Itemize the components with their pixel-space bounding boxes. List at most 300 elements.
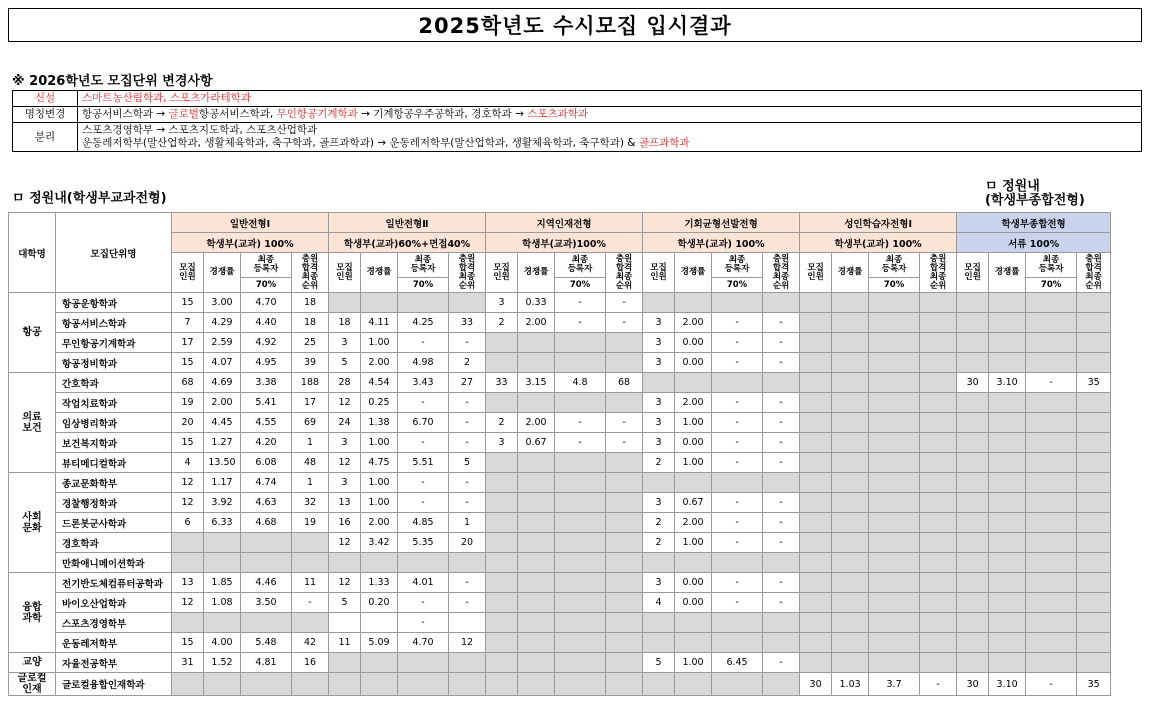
result-cell: 15 [172, 633, 204, 653]
result-cell: 4.74 [241, 473, 292, 493]
empty-cell [989, 633, 1026, 653]
dept-name: 자율전공학부 [56, 653, 172, 673]
empty-cell [1026, 393, 1077, 413]
empty-cell [606, 613, 643, 633]
empty-cell [957, 653, 989, 673]
empty-cell [486, 473, 518, 493]
result-cell: 2 [643, 453, 675, 473]
result-cell: 3 [643, 433, 675, 453]
empty-cell [869, 473, 920, 493]
empty-cell [869, 293, 920, 313]
result-cell: 4.46 [241, 573, 292, 593]
empty-cell [763, 373, 800, 393]
result-cell: - [712, 313, 763, 333]
empty-cell [920, 633, 957, 653]
empty-cell [555, 653, 606, 673]
empty-cell [989, 593, 1026, 613]
result-cell: 0.20 [361, 593, 398, 613]
empty-cell [518, 333, 555, 353]
result-cell: 17 [292, 393, 329, 413]
result-cell: - [606, 293, 643, 313]
result-cell: 5 [643, 653, 675, 673]
result-cell: 13.50 [204, 453, 241, 473]
result-cell: - [398, 493, 449, 513]
result-cell: 4.95 [241, 353, 292, 373]
result-cell: 1.00 [361, 333, 398, 353]
change-row [13, 107, 1142, 123]
result-cell: 3.7 [869, 673, 920, 696]
empty-cell [172, 553, 204, 573]
empty-cell [361, 293, 398, 313]
empty-cell [675, 473, 712, 493]
empty-cell [920, 293, 957, 313]
empty-cell [1077, 533, 1111, 553]
empty-cell [1077, 433, 1111, 453]
result-cell: 0.25 [361, 393, 398, 413]
dept-name: 바이오산업학과 [56, 593, 172, 613]
empty-cell [449, 673, 486, 696]
empty-cell [800, 393, 832, 413]
empty-cell [763, 613, 800, 633]
changes-table [12, 90, 1142, 152]
dept-name: 만화애니메이션학과 [56, 553, 172, 573]
result-cell: 1.08 [204, 593, 241, 613]
header-row-cols [9, 253, 1111, 278]
result-cell: 5.48 [241, 633, 292, 653]
empty-cell [832, 473, 869, 493]
result-cell: 4.85 [398, 513, 449, 533]
result-cell: 3.10 [989, 673, 1026, 696]
result-cell: 30 [957, 373, 989, 393]
empty-cell [398, 293, 449, 313]
empty-cell [555, 393, 606, 413]
empty-cell [1077, 573, 1111, 593]
empty-cell [486, 553, 518, 573]
col-quota-header: 모집 인원 [957, 253, 989, 293]
result-cell: 1.00 [361, 493, 398, 513]
result-cell: 15 [172, 353, 204, 373]
empty-cell [920, 373, 957, 393]
empty-cell [643, 473, 675, 493]
empty-cell [989, 553, 1026, 573]
col-rate-header: 경쟁률 [832, 253, 869, 293]
empty-cell [989, 333, 1026, 353]
empty-cell [606, 553, 643, 573]
empty-cell [518, 453, 555, 473]
result-cell: 4.75 [361, 453, 398, 473]
result-cell: 68 [606, 373, 643, 393]
empty-cell [172, 533, 204, 553]
empty-cell [555, 553, 606, 573]
empty-cell [606, 573, 643, 593]
result-cell: 12 [329, 453, 361, 473]
empty-cell [957, 493, 989, 513]
result-cell: 0.00 [675, 433, 712, 453]
empty-cell [869, 393, 920, 413]
empty-cell [1026, 513, 1077, 533]
result-cell: 28 [329, 373, 361, 393]
empty-cell [763, 473, 800, 493]
empty-cell [869, 493, 920, 513]
section-title-right-line2: (학생부종합전형) [985, 193, 1085, 208]
result-cell: 3 [329, 473, 361, 493]
result-cell: - [763, 573, 800, 593]
empty-cell [957, 353, 989, 373]
empty-cell [957, 313, 989, 333]
empty-cell [832, 633, 869, 653]
col-quota-header: 모집 인원 [329, 253, 361, 293]
result-cell: 3.10 [989, 373, 1026, 393]
empty-cell [800, 573, 832, 593]
empty-cell [606, 493, 643, 513]
col-rate-header: 경쟁률 [204, 253, 241, 293]
table-row [9, 493, 1111, 513]
result-cell: 1.00 [675, 533, 712, 553]
result-cell: 0.00 [675, 573, 712, 593]
table-row [9, 553, 1111, 573]
empty-cell [800, 613, 832, 633]
empty-cell [606, 333, 643, 353]
result-cell: 2.00 [675, 513, 712, 533]
col-dept-header: 모집단위명 [56, 213, 172, 293]
result-cell: 18 [329, 313, 361, 333]
empty-cell [1026, 333, 1077, 353]
change-text [78, 107, 1142, 123]
empty-cell [518, 633, 555, 653]
result-cell: 32 [292, 493, 329, 513]
empty-cell [989, 413, 1026, 433]
empty-cell [920, 653, 957, 673]
empty-cell [920, 593, 957, 613]
empty-cell [1026, 533, 1077, 553]
empty-cell [989, 353, 1026, 373]
college-name: 사회 문화 [9, 473, 56, 573]
empty-cell [606, 353, 643, 373]
empty-cell [555, 473, 606, 493]
empty-cell [832, 453, 869, 473]
result-cell: 2 [486, 413, 518, 433]
result-cell: 16 [329, 513, 361, 533]
empty-cell [1026, 633, 1077, 653]
col-70-header: 70% [555, 278, 606, 293]
empty-cell [518, 573, 555, 593]
empty-cell [920, 433, 957, 453]
result-cell: 12 [329, 533, 361, 553]
empty-cell [518, 393, 555, 413]
result-cell: 4.63 [241, 493, 292, 513]
empty-cell [800, 473, 832, 493]
empty-cell [1077, 353, 1111, 373]
result-cell: 3 [643, 413, 675, 433]
col-rate-header: 경쟁률 [675, 253, 712, 293]
result-cell: 1.00 [675, 453, 712, 473]
result-cell: - [763, 533, 800, 553]
dept-name: 드론봇군사학과 [56, 513, 172, 533]
empty-cell [643, 633, 675, 653]
empty-cell [241, 673, 292, 696]
college-name: 의료 보건 [9, 373, 56, 473]
empty-cell [800, 353, 832, 373]
col-final-header: 최종 등록자 [241, 253, 292, 278]
table-row [9, 473, 1111, 493]
result-cell: - [606, 313, 643, 333]
empty-cell [832, 553, 869, 573]
result-cell: 13 [329, 493, 361, 513]
empty-cell [957, 333, 989, 353]
change-text-part: 운동레저학부(말산업학과, 생활체육학과, 축구학과, 골프과학과) → 운동레저학부(말산업학과, 생활체육학과, 축구학과) & [82, 137, 639, 149]
empty-cell [957, 513, 989, 533]
result-cell: - [449, 333, 486, 353]
result-cell: 1.00 [361, 433, 398, 453]
result-cell: 27 [449, 373, 486, 393]
empty-cell [606, 633, 643, 653]
result-cell [449, 613, 486, 633]
result-cell: - [555, 313, 606, 333]
result-cell: - [712, 453, 763, 473]
empty-cell [606, 473, 643, 493]
result-cell: 6.70 [398, 413, 449, 433]
empty-cell [869, 653, 920, 673]
result-cell: 13 [172, 573, 204, 593]
empty-cell [800, 373, 832, 393]
empty-cell [957, 533, 989, 553]
change-text-part: 무인항공기계학과 [276, 108, 358, 120]
col-final-header: 최종 등록자 [398, 253, 449, 278]
result-cell: 1.00 [675, 413, 712, 433]
empty-cell [989, 313, 1026, 333]
result-cell: - [712, 533, 763, 553]
empty-cell [920, 573, 957, 593]
result-cell: 69 [292, 413, 329, 433]
empty-cell [675, 633, 712, 653]
result-cell: - [449, 573, 486, 593]
empty-cell [1077, 513, 1111, 533]
result-cell: 2.00 [518, 413, 555, 433]
dept-name: 보건복지학과 [56, 433, 172, 453]
empty-cell [204, 533, 241, 553]
col-rank-header: 충원 합격 최종 순위 [606, 253, 643, 293]
empty-cell [486, 393, 518, 413]
result-cell: 2.00 [675, 313, 712, 333]
empty-cell [292, 613, 329, 633]
empty-cell [643, 613, 675, 633]
result-cell: 5.09 [361, 633, 398, 653]
empty-cell [292, 533, 329, 553]
result-cell: 0.33 [518, 293, 555, 313]
empty-cell [832, 313, 869, 333]
col-final-header: 최종 등록자 [869, 253, 920, 278]
empty-cell [1077, 593, 1111, 613]
col-quota-header: 모집 인원 [643, 253, 675, 293]
result-cell: 3.50 [241, 593, 292, 613]
empty-cell [555, 333, 606, 353]
empty-cell [800, 553, 832, 573]
empty-cell [920, 493, 957, 513]
result-cell: - [763, 333, 800, 353]
result-cell: 4.54 [361, 373, 398, 393]
empty-cell [869, 333, 920, 353]
result-cell: 5 [329, 593, 361, 613]
table-row [9, 433, 1111, 453]
empty-cell [832, 393, 869, 413]
empty-cell [763, 633, 800, 653]
dept-name: 경호학과 [56, 533, 172, 553]
result-cell: - [555, 293, 606, 313]
empty-cell [869, 613, 920, 633]
change-text-line [82, 137, 1137, 150]
change-label: 신설 [13, 91, 78, 107]
empty-cell [486, 673, 518, 696]
result-cell: 12 [172, 493, 204, 513]
empty-cell [241, 613, 292, 633]
empty-cell [1077, 493, 1111, 513]
result-cell: 3 [643, 493, 675, 513]
col-70-header: 70% [869, 278, 920, 293]
empty-cell [800, 453, 832, 473]
result-cell: - [763, 433, 800, 453]
empty-cell [518, 533, 555, 553]
dept-name: 항공운항학과 [56, 293, 172, 313]
empty-cell [832, 413, 869, 433]
result-cell: 4.00 [204, 633, 241, 653]
result-cell: - [712, 513, 763, 533]
result-cell: 3 [643, 313, 675, 333]
result-cell: 15 [172, 293, 204, 313]
empty-cell [518, 653, 555, 673]
empty-cell [832, 353, 869, 373]
results-table [8, 212, 1111, 696]
college-name: 교양 [9, 653, 56, 673]
empty-cell [800, 433, 832, 453]
empty-cell [555, 513, 606, 533]
empty-cell [869, 413, 920, 433]
empty-cell [1026, 433, 1077, 453]
empty-cell [957, 413, 989, 433]
result-cell: 2.59 [204, 333, 241, 353]
empty-cell [832, 613, 869, 633]
change-text-part: 스마트농산림학과, 스포츠가라테학과 [82, 92, 251, 104]
result-cell: 4 [643, 593, 675, 613]
result-cell: 19 [292, 513, 329, 533]
result-cell: 16 [292, 653, 329, 673]
empty-cell [920, 513, 957, 533]
result-cell: - [712, 593, 763, 613]
result-cell: - [712, 413, 763, 433]
empty-cell [800, 293, 832, 313]
result-cell: - [398, 473, 449, 493]
col-rank-header: 충원 합격 최종 순위 [1077, 253, 1111, 293]
empty-cell [675, 613, 712, 633]
empty-cell [957, 613, 989, 633]
empty-cell [989, 533, 1026, 553]
result-cell: 1.03 [832, 673, 869, 696]
result-cell: 4.07 [204, 353, 241, 373]
result-cell: 4.20 [241, 433, 292, 453]
result-cell: 12 [449, 633, 486, 653]
empty-cell [204, 613, 241, 633]
result-cell: - [449, 433, 486, 453]
result-cell: 1.38 [361, 413, 398, 433]
table-row [9, 313, 1111, 333]
empty-cell [241, 553, 292, 573]
result-cell: 1.00 [675, 653, 712, 673]
result-cell: - [763, 393, 800, 413]
change-text-part: → 기계항공우주공학과, 경호학과 → [357, 108, 528, 120]
empty-cell [1026, 573, 1077, 593]
empty-cell [869, 373, 920, 393]
admission-criteria-header: 학생부(교과) 100% [800, 233, 957, 253]
table-row [9, 513, 1111, 533]
result-cell: 2.00 [518, 313, 555, 333]
empty-cell [869, 513, 920, 533]
col-quota-header: 모집 인원 [486, 253, 518, 293]
empty-cell [763, 293, 800, 313]
empty-cell [920, 413, 957, 433]
dept-name: 작업치료학과 [56, 393, 172, 413]
result-cell: - [712, 493, 763, 513]
result-cell: 3 [643, 353, 675, 373]
college-name: 항공 [9, 293, 56, 373]
col-rank-header: 충원 합격 최종 순위 [920, 253, 957, 293]
empty-cell [832, 513, 869, 533]
result-cell: 4.01 [398, 573, 449, 593]
empty-cell [989, 573, 1026, 593]
empty-cell [172, 613, 204, 633]
empty-cell [800, 493, 832, 513]
result-cell: 4.69 [204, 373, 241, 393]
empty-cell [675, 553, 712, 573]
result-cell: 18 [292, 293, 329, 313]
dept-name: 간호학과 [56, 373, 172, 393]
result-cell: - [449, 473, 486, 493]
empty-cell [920, 453, 957, 473]
result-cell: 2.00 [204, 393, 241, 413]
col-70-header: 70% [398, 278, 449, 293]
empty-cell [643, 553, 675, 573]
empty-cell [957, 633, 989, 653]
result-cell: 15 [172, 433, 204, 453]
empty-cell [1026, 313, 1077, 333]
empty-cell [957, 433, 989, 453]
result-cell: 5.51 [398, 453, 449, 473]
empty-cell [398, 653, 449, 673]
result-cell: 2 [643, 513, 675, 533]
empty-cell [800, 633, 832, 653]
empty-cell [398, 673, 449, 696]
empty-cell [643, 673, 675, 696]
empty-cell [486, 613, 518, 633]
empty-cell [832, 493, 869, 513]
empty-cell [518, 513, 555, 533]
empty-cell [869, 433, 920, 453]
result-cell: 35 [1077, 373, 1111, 393]
col-quota-header: 모집 인원 [800, 253, 832, 293]
empty-cell [606, 393, 643, 413]
col-final-header: 최종 등록자 [1026, 253, 1077, 278]
empty-cell [555, 353, 606, 373]
empty-cell [920, 393, 957, 413]
result-cell: 39 [292, 353, 329, 373]
result-cell: 2.00 [361, 353, 398, 373]
empty-cell [518, 353, 555, 373]
college-name: 글로컬 인재 [9, 673, 56, 696]
section-title-left: ㅁ 정원내(학생부교과전형) [12, 191, 167, 206]
result-cell: 5 [449, 453, 486, 473]
change-text [78, 123, 1142, 152]
result-cell: 3 [643, 393, 675, 413]
dept-name: 뷰티메디컬학과 [56, 453, 172, 473]
empty-cell [1077, 613, 1111, 633]
